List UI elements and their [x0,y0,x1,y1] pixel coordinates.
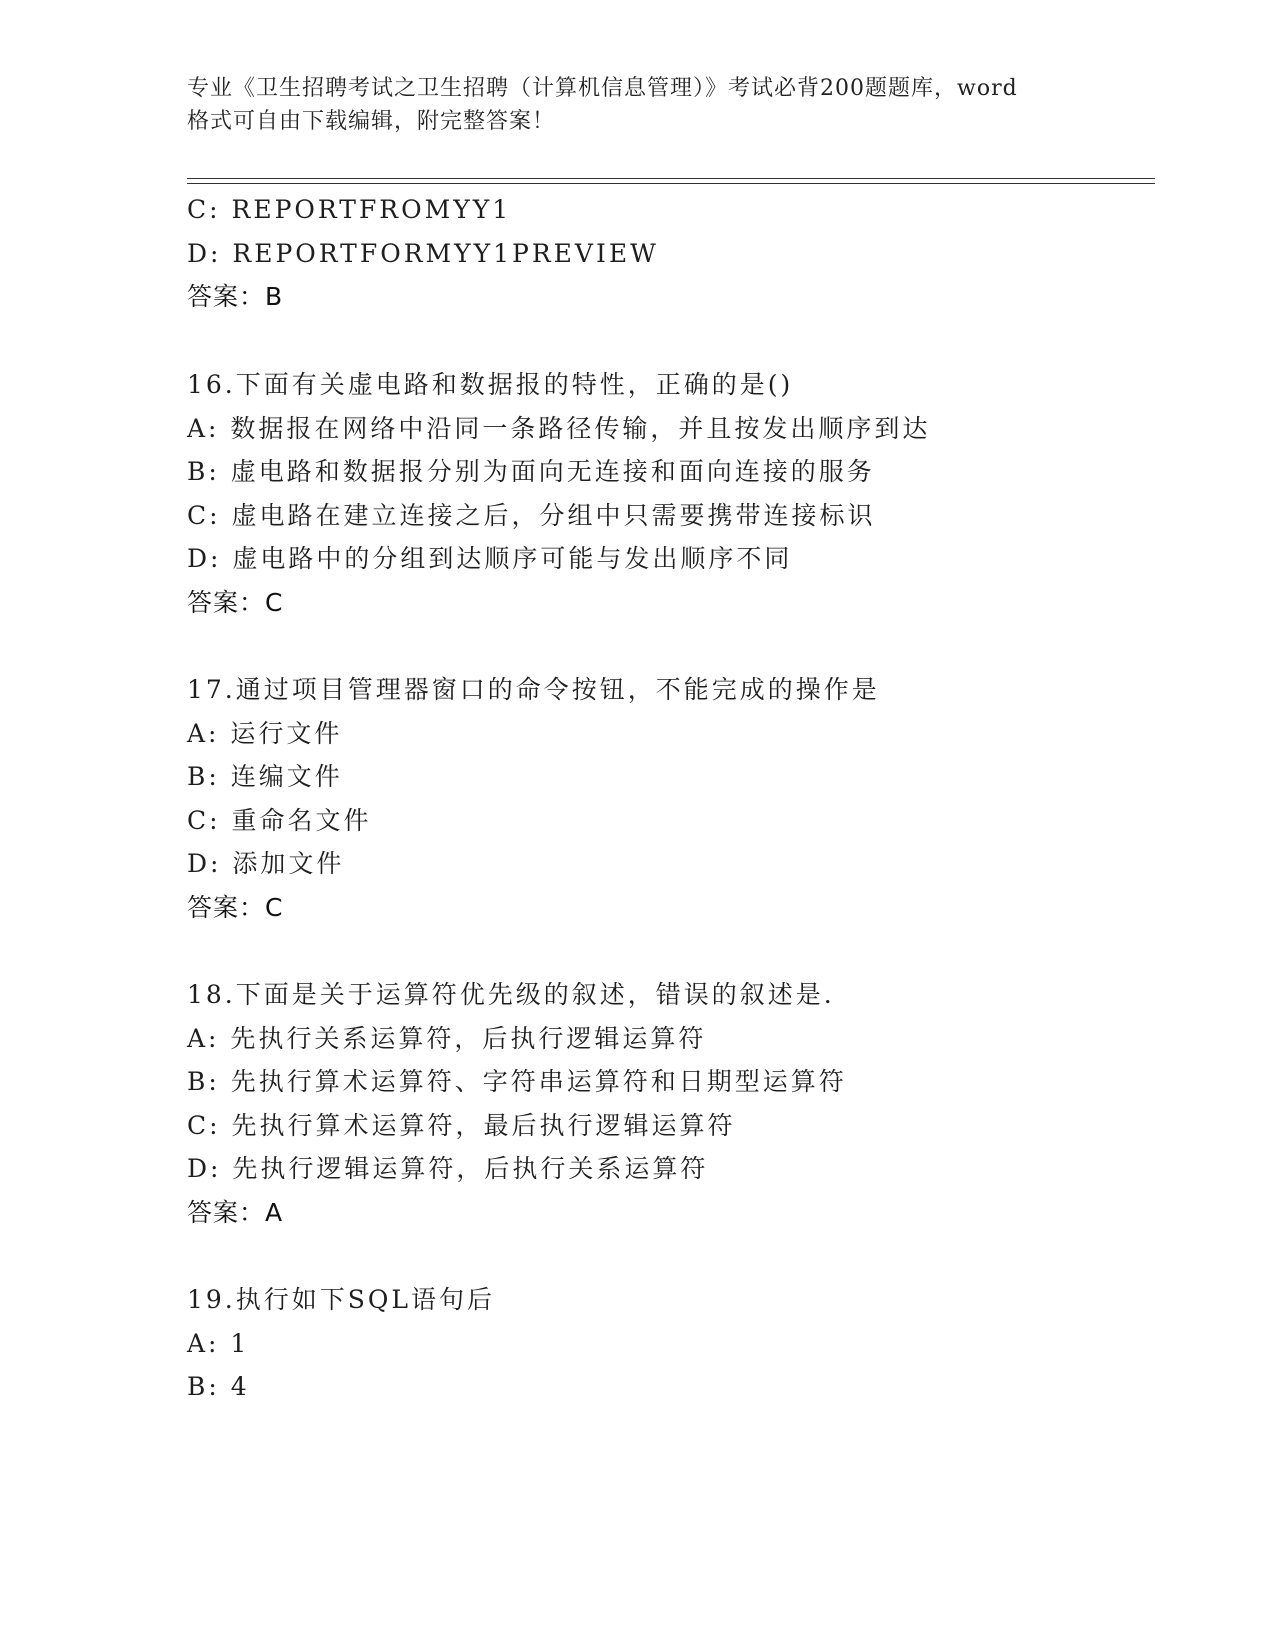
prev-option-d: D: REPORTFORMYY1PREVIEW [187,239,659,268]
q18-option-a: A: 先执行关系运算符，后执行逻辑运算符 [187,1024,707,1053]
header-line-1: 专业《卫生招聘考试之卫生招聘（计算机信息管理）》考试必背200题题库，word [187,76,1018,101]
question-19: 19.执行如下SQL语句后 [187,1285,495,1314]
q18-option-b: B: 先执行算术运算符、字符串运算符和日期型运算符 [187,1067,847,1096]
q16-answer: 答案：C [187,588,284,617]
prev-answer: 答案：B [187,282,284,311]
q16-option-b: B: 虚电路和数据报分别为面向无连接和面向连接的服务 [187,457,875,486]
header-rule-top [187,178,1155,179]
question-16: 16.下面有关虚电路和数据报的特性，正确的是() [187,370,794,399]
q19-option-a: A: 1 [187,1329,250,1358]
question-18: 18.下面是关于运算符优先级的叙述，错误的叙述是. [187,980,835,1009]
q17-option-a: A: 运行文件 [187,719,343,748]
header-line-2: 格式可自由下载编辑，附完整答案！ [187,109,556,134]
prev-option-c: C: REPORTFROMYY1 [187,195,512,224]
q17-option-d: D: 添加文件 [187,849,345,878]
question-17: 17.通过项目管理器窗口的命令按钮，不能完成的操作是 [187,675,880,704]
q17-answer: 答案：C [187,893,284,922]
q19-option-b: B: 4 [187,1372,250,1401]
document-header [187,72,1087,138]
q17-option-b: B: 连编文件 [187,762,343,791]
q18-option-c: C: 先执行算术运算符，最后执行逻辑运算符 [187,1111,736,1140]
q16-option-d: D: 虚电路中的分组到达顺序可能与发出顺序不同 [187,544,793,573]
q17-option-c: C: 重命名文件 [187,806,372,835]
q18-answer: 答案：A [187,1198,284,1227]
q18-option-d: D: 先执行逻辑运算符，后执行关系运算符 [187,1154,709,1183]
q16-option-c: C: 虚电路在建立连接之后，分组中只需要携带连接标识 [187,501,876,530]
q16-option-a: A: 数据报在网络中沿同一条路径传输，并且按发出顺序到达 [187,414,931,443]
header-rule-bottom [187,183,1155,184]
